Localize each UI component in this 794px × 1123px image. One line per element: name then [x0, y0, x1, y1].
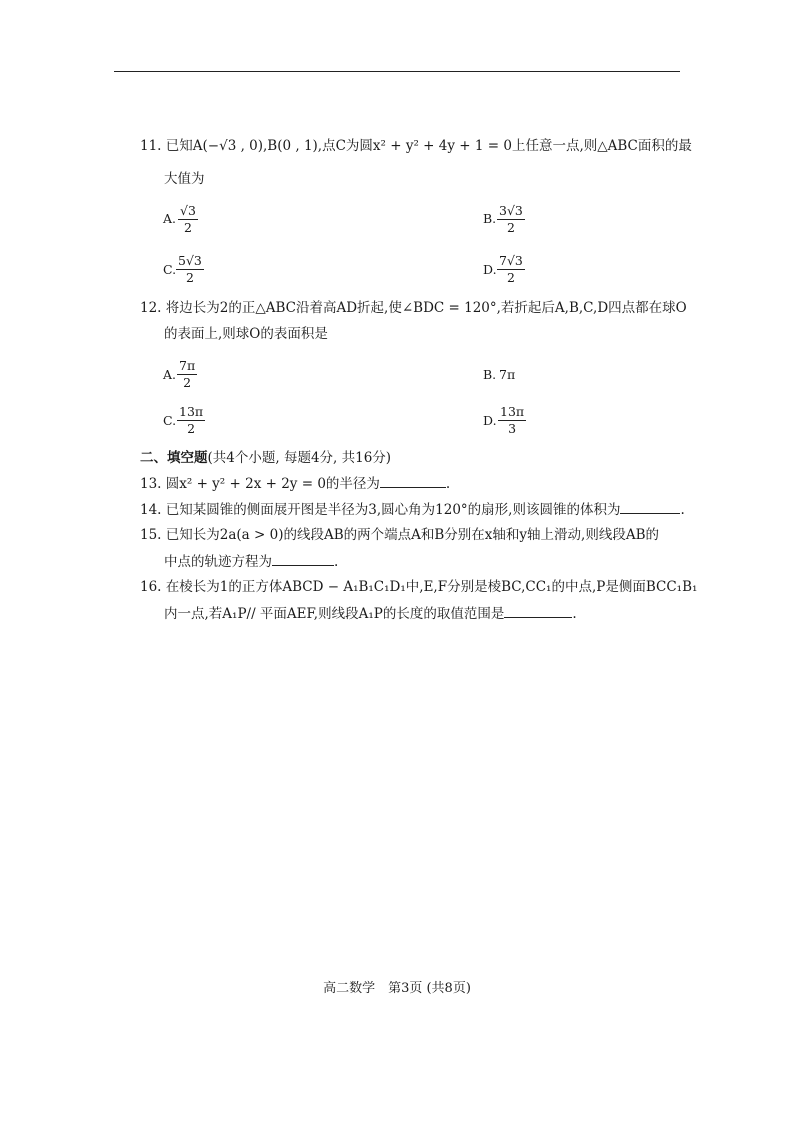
q12-option-c-denominator: 2 — [187, 421, 196, 436]
q12-option-b-label: B. — [483, 367, 497, 382]
q11-option-a-numerator: √3 — [180, 203, 196, 218]
q11-option-d-label: D. — [483, 262, 497, 277]
q11-option-c-numerator: 5√3 — [178, 253, 202, 268]
q12-option-d-label: D. — [483, 413, 497, 428]
q12-option-a-numerator: 7π — [179, 358, 196, 373]
header-rule — [114, 71, 680, 72]
q12-option-c-label: C. — [163, 413, 177, 428]
question-14 — [140, 501, 685, 518]
question-15-line1: 15. 已知长为2a(a > 0)的线段AB的两个端点A和B分别在x轴和y轴上滑动,则线段AB的 — [140, 527, 660, 543]
q12-option-a-label: A. — [163, 367, 177, 382]
q12-option-a-denominator: 2 — [183, 375, 192, 390]
q11-option-d-fraction — [497, 253, 525, 286]
question-14-text: 14. 已知某圆锥的侧面展开图是半径为3,圆心角为120°的扇形,则该圆锥的体积为 — [140, 502, 621, 518]
question-12-line1: 12. 将边长为2的正△ABC沿着高AD折起,使∠BDC = 120°,若折起后A,B,C,D四点都在球O — [140, 300, 687, 316]
question-16-line2-text: 内一点,若A₁P// 平面AEF,则线段A₁P的长度的取值范围是 — [164, 606, 505, 622]
q12-option-b-value: 7π — [499, 367, 516, 382]
question-15-end: . — [334, 554, 339, 570]
question-13-answer-blank[interactable] — [380, 475, 446, 488]
section-title: 二、填空题 — [140, 450, 208, 466]
q11-option-a-fraction — [178, 203, 198, 236]
question-13-text: 13. 圆x² + y² + 2x + 2y = 0的半径为 — [140, 476, 380, 492]
question-16-line1: 16. 在棱长为1的正方体ABCD − A₁B₁C₁D₁中,E,F分别是棱BC,CC₁的中点,P是侧面BCC₁B₁ — [140, 579, 698, 595]
q12-option-d-denominator: 3 — [508, 421, 517, 436]
q11-option-c-fraction — [176, 253, 204, 286]
question-16-line2 — [164, 605, 577, 622]
question-16-end: . — [572, 606, 577, 622]
q11-option-d-numerator: 7√3 — [499, 253, 523, 268]
q12-option-d-fraction — [498, 404, 526, 437]
section-note: (共4个小题, 每题4分, 共16分) — [207, 450, 392, 466]
page-footer: 高二数学 第3页 (共8页) — [323, 981, 471, 996]
question-13-end: . — [445, 476, 451, 492]
q11-option-b-label: B. — [483, 211, 497, 226]
question-14-answer-blank[interactable] — [620, 501, 680, 514]
question-11-line1: 11. 已知A(−√3 , 0),B(0 , 1),点C为圆x² + y² + 4y + 1 = 0上任意一点,则△ABC面积的最 — [140, 138, 692, 154]
q12-option-a-fraction — [177, 358, 197, 391]
question-15-line2 — [164, 553, 338, 570]
question-16-answer-blank[interactable] — [504, 605, 572, 618]
q11-option-a-label: A. — [163, 211, 177, 226]
q11-option-a-denominator: 2 — [183, 220, 192, 235]
question-11-line2: 大值为 — [164, 171, 205, 187]
q11-option-c-denominator: 2 — [185, 270, 194, 285]
q11-option-b-denominator: 2 — [506, 220, 515, 235]
question-14-end: . — [680, 502, 685, 518]
q11-option-b-fraction — [497, 203, 525, 236]
question-15-line2-text: 中点的轨迹方程为 — [164, 554, 272, 570]
q12-option-c-fraction — [177, 404, 205, 437]
q12-option-d-numerator: 13π — [500, 404, 525, 419]
section-heading — [140, 450, 391, 466]
q11-option-c-label: C. — [163, 262, 177, 277]
q12-option-c-numerator: 13π — [179, 404, 204, 419]
q11-option-b-numerator: 3√3 — [499, 203, 523, 218]
question-12-line2: 的表面上,则球O的表面积是 — [164, 326, 328, 342]
question-15-answer-blank[interactable] — [272, 553, 334, 566]
q11-option-d-denominator: 2 — [506, 270, 515, 285]
question-13 — [140, 475, 450, 492]
